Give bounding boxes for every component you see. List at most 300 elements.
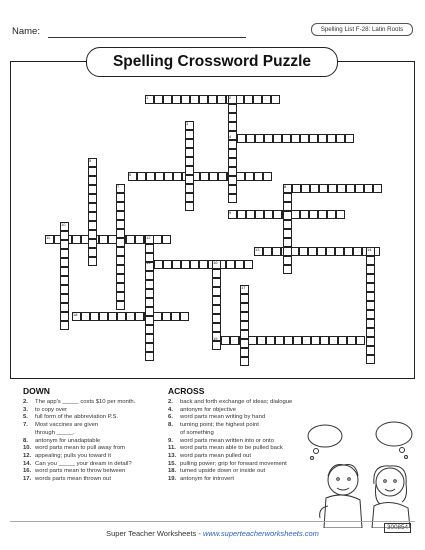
- grid-cell[interactable]: [200, 172, 209, 181]
- grid-cell[interactable]: [145, 316, 154, 325]
- clue-number-label: 5: [89, 158, 92, 163]
- grid-cell[interactable]: [366, 301, 375, 310]
- grid-cell[interactable]: [302, 336, 311, 345]
- clue-number-label: 9: [229, 210, 232, 215]
- grid-cell[interactable]: [99, 312, 108, 321]
- grid-cell[interactable]: [366, 256, 375, 265]
- grid-cell[interactable]: [275, 336, 284, 345]
- grid-cell[interactable]: [292, 184, 301, 193]
- grid-cell[interactable]: [236, 172, 245, 181]
- grid-cell[interactable]: [153, 312, 162, 321]
- clue-number-label: 16: [213, 260, 218, 265]
- across-clue: [168, 461, 308, 469]
- grid-cell[interactable]: [228, 185, 237, 194]
- across-clue: [168, 468, 308, 476]
- grid-cell[interactable]: [366, 283, 375, 292]
- clue-number: 3.: [23, 406, 28, 413]
- grid-cell[interactable]: [328, 184, 337, 193]
- grid-cell[interactable]: [88, 257, 97, 266]
- grid-cell[interactable]: [116, 229, 125, 238]
- grid-cell[interactable]: [145, 280, 154, 289]
- grid-cell[interactable]: [228, 149, 237, 158]
- clue-number: 19.: [168, 476, 177, 483]
- grid-cell[interactable]: [240, 330, 249, 339]
- grid-cell[interactable]: [336, 134, 345, 143]
- grid-cell[interactable]: [228, 140, 237, 149]
- grid-cell[interactable]: [366, 292, 375, 301]
- grid-cell[interactable]: [116, 247, 125, 256]
- grid-cell[interactable]: [172, 95, 181, 104]
- clue-number: 15.: [168, 460, 177, 467]
- down-clue-list: [23, 399, 168, 484]
- grid-cell[interactable]: [88, 167, 97, 176]
- grid-cell[interactable]: [283, 265, 292, 274]
- clue-number: 12.: [23, 452, 32, 459]
- grid-cell[interactable]: [326, 247, 335, 256]
- grid-cell[interactable]: [300, 210, 309, 219]
- grid-cell[interactable]: [88, 212, 97, 221]
- grid-cell[interactable]: [172, 260, 181, 269]
- grid-cell[interactable]: [145, 298, 154, 307]
- grid-cell[interactable]: [264, 134, 273, 143]
- grid-cell[interactable]: [317, 247, 326, 256]
- clue-text: words parts mean thrown out: [35, 476, 111, 483]
- grid-cell[interactable]: [319, 184, 328, 193]
- grid-cell[interactable]: [356, 336, 365, 345]
- grid-cell[interactable]: [310, 184, 319, 193]
- down-clue: [23, 445, 168, 453]
- grid-cell[interactable]: [190, 95, 199, 104]
- grid-cell[interactable]: [283, 229, 292, 238]
- grid-cell[interactable]: [116, 193, 125, 202]
- grid-cell[interactable]: [246, 210, 255, 219]
- grid-cell[interactable]: [212, 269, 221, 278]
- grid-cell[interactable]: [366, 319, 375, 328]
- grid-cell[interactable]: [327, 134, 336, 143]
- grid-cell[interactable]: [273, 210, 282, 219]
- grid-cell[interactable]: [230, 336, 239, 345]
- grid-cell[interactable]: [164, 172, 173, 181]
- grid-cell[interactable]: [60, 258, 69, 267]
- grid-cell[interactable]: [364, 184, 373, 193]
- across-clue: [168, 476, 308, 484]
- grid-cell[interactable]: [308, 247, 317, 256]
- grid-cell[interactable]: [88, 203, 97, 212]
- down-clue: [23, 468, 168, 476]
- grid-cell[interactable]: [116, 265, 125, 274]
- grid-cell[interactable]: [336, 210, 345, 219]
- grid-cell[interactable]: [116, 238, 125, 247]
- grid-cell[interactable]: [309, 134, 318, 143]
- grid-cell[interactable]: [347, 336, 356, 345]
- grid-cell[interactable]: [116, 274, 125, 283]
- across-clue: [168, 414, 308, 422]
- across-clue: [168, 422, 308, 437]
- grid-cell[interactable]: [199, 260, 208, 269]
- grid-cell[interactable]: [248, 336, 257, 345]
- grid-cell[interactable]: [88, 221, 97, 230]
- grid-cell[interactable]: [228, 167, 237, 176]
- clue-number: 14.: [23, 460, 32, 467]
- clue-number: 5.: [23, 414, 28, 421]
- grid-cell[interactable]: [185, 202, 194, 211]
- grid-cell[interactable]: [283, 193, 292, 202]
- grid-cell[interactable]: [237, 134, 246, 143]
- down-clue: [23, 399, 168, 407]
- clue-text: word parts mean writing by hand: [180, 414, 266, 421]
- grid-cell[interactable]: [244, 95, 253, 104]
- down-clue: [23, 422, 168, 437]
- grid-cell[interactable]: [212, 278, 221, 287]
- grid-cell[interactable]: [228, 122, 237, 131]
- name-field-line[interactable]: [48, 37, 246, 38]
- grid-cell[interactable]: [185, 157, 194, 166]
- across-clue-list: [168, 399, 308, 484]
- grid-cell[interactable]: [185, 166, 194, 175]
- grid-cell[interactable]: [185, 193, 194, 202]
- across-clue: [168, 453, 308, 461]
- grid-cell[interactable]: [266, 336, 275, 345]
- clue-text: turning point; the highest point of something: [180, 422, 259, 436]
- across-clue: [168, 399, 308, 407]
- clue-text: antonym for objective: [180, 406, 236, 413]
- grid-cell[interactable]: [263, 247, 272, 256]
- grid-cell[interactable]: [282, 134, 291, 143]
- grid-cell[interactable]: [185, 139, 194, 148]
- grid-cell[interactable]: [145, 325, 154, 334]
- grid-cell[interactable]: [228, 113, 237, 122]
- grid-cell[interactable]: [60, 285, 69, 294]
- grid-cell[interactable]: [212, 287, 221, 296]
- grid-cell[interactable]: [327, 210, 336, 219]
- grid-cell[interactable]: [240, 357, 249, 366]
- grid-cell[interactable]: [60, 303, 69, 312]
- clue-number: 11.: [168, 445, 176, 452]
- clue-text: word parts mean to pull away from: [35, 445, 126, 452]
- grid-cell[interactable]: [199, 95, 208, 104]
- grid-cell[interactable]: [181, 95, 190, 104]
- kids-illustration: [298, 418, 418, 528]
- clue-number-label: 4: [229, 134, 232, 139]
- clue-text: antonym for unadaptable: [35, 437, 101, 444]
- grid-cell[interactable]: [366, 265, 375, 274]
- grid-cell[interactable]: [366, 337, 375, 346]
- grid-cell[interactable]: [366, 274, 375, 283]
- grid-cell[interactable]: [116, 202, 125, 211]
- grid-cell[interactable]: [60, 321, 69, 330]
- grid-cell[interactable]: [257, 336, 266, 345]
- grid-cell[interactable]: [155, 172, 164, 181]
- across-heading: ACROSS: [168, 386, 205, 396]
- grid-cell[interactable]: [264, 210, 273, 219]
- grid-cell[interactable]: [253, 95, 262, 104]
- grid-cell[interactable]: [346, 184, 355, 193]
- worksheet-code: 300854: [384, 523, 411, 533]
- grid-cell[interactable]: [240, 303, 249, 312]
- grid-cell[interactable]: [173, 172, 182, 181]
- clue-text: turned upside down or inside out: [180, 468, 266, 475]
- grid-cell[interactable]: [353, 247, 362, 256]
- grid-cell[interactable]: [240, 312, 249, 321]
- grid-cell[interactable]: [244, 260, 253, 269]
- grid-cell[interactable]: [88, 239, 97, 248]
- grid-cell[interactable]: [329, 336, 338, 345]
- grid-cell[interactable]: [135, 235, 144, 244]
- clue-number-label: 12: [146, 235, 151, 240]
- grid-cell[interactable]: [60, 294, 69, 303]
- clue-number-label: 3: [186, 121, 189, 126]
- footer: [0, 529, 425, 538]
- grid-cell[interactable]: [255, 134, 264, 143]
- grid-cell[interactable]: [228, 176, 237, 185]
- clue-number-label: 8: [284, 184, 287, 189]
- clue-text: to copy over: [35, 406, 68, 413]
- grid-cell[interactable]: [283, 247, 292, 256]
- grid-cell[interactable]: [320, 336, 329, 345]
- grid-cell[interactable]: [212, 341, 221, 350]
- grid-cell[interactable]: [283, 211, 292, 220]
- grid-cell[interactable]: [145, 244, 154, 253]
- clue-number: 18.: [168, 468, 177, 475]
- grid-cell[interactable]: [366, 355, 375, 364]
- grid-cell[interactable]: [283, 220, 292, 229]
- grid-cell[interactable]: [162, 235, 171, 244]
- grid-cell[interactable]: [145, 343, 154, 352]
- clue-number-label: 18: [73, 312, 78, 317]
- grid-cell[interactable]: [145, 307, 154, 316]
- grid-cell[interactable]: [163, 260, 172, 269]
- grid-cell[interactable]: [366, 346, 375, 355]
- grid-cell[interactable]: [226, 260, 235, 269]
- grid-cell[interactable]: [335, 247, 344, 256]
- grid-cell[interactable]: [337, 184, 346, 193]
- clue-number-label: 17: [241, 285, 246, 290]
- grid-cell[interactable]: [272, 247, 281, 256]
- clue-number-label: 11: [46, 235, 51, 240]
- grid-cell[interactable]: [245, 172, 254, 181]
- grid-cell[interactable]: [180, 312, 189, 321]
- grid-cell[interactable]: [126, 312, 135, 321]
- grid-cell[interactable]: [145, 271, 154, 280]
- clue-number: 16.: [23, 468, 32, 475]
- clue-number: 13.: [168, 452, 177, 459]
- grid-cell[interactable]: [116, 220, 125, 229]
- across-clue: [168, 438, 308, 446]
- grid-cell[interactable]: [228, 158, 237, 167]
- grid-cell[interactable]: [212, 296, 221, 305]
- clue-number-label: 19: [213, 336, 218, 341]
- clue-number-label: 14: [367, 247, 372, 252]
- grid-cell[interactable]: [60, 231, 69, 240]
- grid-cell[interactable]: [208, 95, 217, 104]
- clue-text: word parts mean able to be pulled back: [180, 445, 283, 452]
- grid-cell[interactable]: [311, 336, 320, 345]
- grid-cell[interactable]: [99, 235, 108, 244]
- across-clue: [168, 445, 308, 453]
- down-clue: [23, 407, 168, 415]
- grid-cell[interactable]: [116, 256, 125, 265]
- grid-cell[interactable]: [212, 314, 221, 323]
- grid-cell[interactable]: [116, 283, 125, 292]
- grid-cell[interactable]: [284, 336, 293, 345]
- clue-number: 4.: [168, 406, 173, 413]
- grid-cell[interactable]: [240, 321, 249, 330]
- grid-cell[interactable]: [254, 172, 263, 181]
- grid-cell[interactable]: [255, 210, 264, 219]
- grid-cell[interactable]: [146, 172, 155, 181]
- grid-cell[interactable]: [237, 210, 246, 219]
- grid-cell[interactable]: [154, 260, 163, 269]
- grid-cell[interactable]: [163, 95, 172, 104]
- grid-cell[interactable]: [218, 172, 227, 181]
- across-clue: [168, 407, 308, 415]
- clue-text: word parts mean pulled out: [180, 452, 252, 459]
- grid-cell[interactable]: [301, 184, 310, 193]
- clue-text: word parts mean to throw between: [35, 468, 126, 475]
- grid-cell[interactable]: [344, 247, 353, 256]
- footer-separator: -: [196, 529, 203, 538]
- clue-number: 8.: [168, 422, 173, 429]
- grid-cell[interactable]: [240, 294, 249, 303]
- grid-cell[interactable]: [338, 336, 347, 345]
- clue-number: 8.: [23, 437, 28, 444]
- clue-number: 6.: [168, 414, 173, 421]
- grid-cell[interactable]: [283, 238, 292, 247]
- down-clue: [23, 414, 168, 422]
- footer-brand: Super Teacher Worksheets: [106, 529, 197, 538]
- grid-cell[interactable]: [60, 240, 69, 249]
- grid-cell[interactable]: [72, 235, 81, 244]
- grid-cell[interactable]: [228, 194, 237, 203]
- grid-cell[interactable]: [240, 339, 249, 348]
- clue-number: 10.: [23, 445, 32, 452]
- clue-text: Most vaccines are given through _____.: [35, 422, 99, 436]
- grid-cell[interactable]: [228, 104, 237, 113]
- grid-cell[interactable]: [145, 334, 154, 343]
- grid-cell[interactable]: [145, 352, 154, 361]
- grid-cell[interactable]: [88, 230, 97, 239]
- grid-cell[interactable]: [217, 95, 226, 104]
- clue-text: back and forth exchange of ideas; dialogue: [180, 399, 293, 405]
- grid-cell[interactable]: [221, 336, 230, 345]
- grid-cell[interactable]: [126, 235, 135, 244]
- grid-cell[interactable]: [293, 336, 302, 345]
- grid-cell[interactable]: [291, 134, 300, 143]
- grid-cell[interactable]: [137, 172, 146, 181]
- clue-text: antonym for introvert: [180, 476, 235, 483]
- clue-number: 17.: [23, 476, 32, 483]
- grid-cell[interactable]: [366, 328, 375, 337]
- grid-cell[interactable]: [181, 260, 190, 269]
- grid-cell[interactable]: [318, 134, 327, 143]
- clue-number-label: 15: [146, 260, 151, 265]
- grid-cell[interactable]: [88, 176, 97, 185]
- spelling-list-badge: Spelling List F-28: Latin Roots: [311, 23, 413, 36]
- grid-cell[interactable]: [345, 134, 354, 143]
- clue-number: 2.: [23, 399, 28, 405]
- grid-cell[interactable]: [171, 312, 180, 321]
- grid-cell[interactable]: [212, 305, 221, 314]
- down-clue: [23, 476, 168, 484]
- clue-text: Can you _____ your dream in detail?: [35, 460, 132, 467]
- grid-cell[interactable]: [135, 312, 144, 321]
- grid-cell[interactable]: [116, 211, 125, 220]
- grid-cell[interactable]: [60, 312, 69, 321]
- grid-cell[interactable]: [60, 267, 69, 276]
- down-heading: DOWN: [23, 386, 50, 396]
- clue-text: word parts mean written into or onto: [180, 437, 274, 444]
- grid-cell[interactable]: [81, 312, 90, 321]
- grid-cell[interactable]: [366, 310, 375, 319]
- grid-cell[interactable]: [88, 248, 97, 257]
- down-clue: [23, 453, 168, 461]
- grid-cell[interactable]: [240, 348, 249, 357]
- grid-cell[interactable]: [273, 134, 282, 143]
- grid-cell[interactable]: [185, 184, 194, 193]
- grid-cell[interactable]: [190, 260, 199, 269]
- clue-number: 9.: [168, 437, 173, 444]
- grid-cell[interactable]: [185, 148, 194, 157]
- down-clue: [23, 461, 168, 469]
- grid-cell[interactable]: [185, 175, 194, 184]
- grid-cell[interactable]: [117, 312, 126, 321]
- grid-cell[interactable]: [299, 247, 308, 256]
- clue-number-label: 2: [229, 95, 232, 100]
- grid-cell[interactable]: [153, 235, 162, 244]
- grid-cell[interactable]: [283, 202, 292, 211]
- grid-cell[interactable]: [116, 301, 125, 310]
- clue-text: The app's _____ costs $10 per month.: [35, 399, 136, 405]
- grid-cell[interactable]: [300, 134, 309, 143]
- grid-cell[interactable]: [116, 292, 125, 301]
- grid-cell[interactable]: [145, 289, 154, 298]
- grid-cell[interactable]: [355, 184, 364, 193]
- clue-text: full form of the abbreviation P.S.: [35, 414, 119, 421]
- grid-cell[interactable]: [283, 256, 292, 265]
- grid-cell[interactable]: [262, 95, 271, 104]
- grid-cell[interactable]: [108, 312, 117, 321]
- grid-cell[interactable]: [60, 249, 69, 258]
- footer-url-link[interactable]: www.superteacherworksheets.com: [202, 529, 319, 538]
- clue-number: 2.: [168, 399, 173, 405]
- grid-cell[interactable]: [88, 185, 97, 194]
- grid-cell[interactable]: [373, 184, 382, 193]
- grid-cell[interactable]: [246, 134, 255, 143]
- clue-number: 7.: [23, 422, 28, 429]
- grid-cell[interactable]: [60, 276, 69, 285]
- down-clue: [23, 438, 168, 446]
- name-label: Name:: [12, 26, 40, 37]
- grid-cell[interactable]: [271, 95, 280, 104]
- grid-cell[interactable]: [309, 210, 318, 219]
- footer-rule: [10, 521, 415, 522]
- grid-cell[interactable]: [185, 130, 194, 139]
- clue-number-label: 10: [61, 222, 66, 227]
- grid-cell[interactable]: [318, 210, 327, 219]
- grid-cell[interactable]: [235, 260, 244, 269]
- grid-cell[interactable]: [291, 210, 300, 219]
- clue-text: pulling power; grip for forward movement: [180, 460, 287, 467]
- clue-text: appealing; pulls you toward it: [35, 452, 111, 459]
- grid-cell[interactable]: [154, 95, 163, 104]
- grid-cell[interactable]: [212, 323, 221, 332]
- clue-number-label: 1: [146, 95, 149, 100]
- grid-cell[interactable]: [88, 194, 97, 203]
- grid-cell[interactable]: [263, 172, 272, 181]
- grid-cell[interactable]: [209, 172, 218, 181]
- grid-cell[interactable]: [90, 312, 99, 321]
- grid-cell[interactable]: [162, 312, 171, 321]
